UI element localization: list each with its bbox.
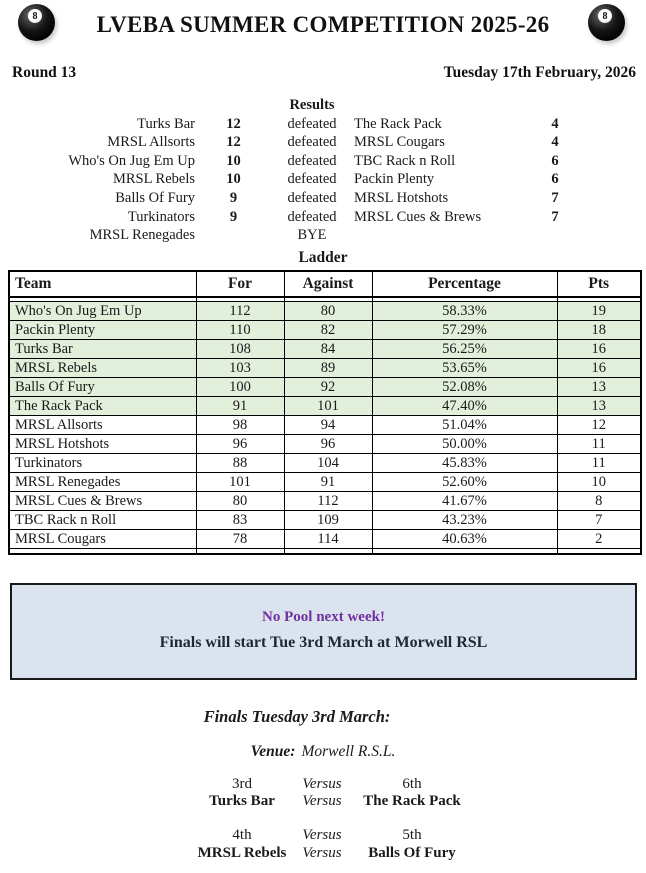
result-winner: Who's On Jug Em Up [68,152,195,169]
right-seed: 6th [402,775,422,792]
eight-ball-number: 8 [598,9,612,23]
result-loser-score: 4 [551,115,559,132]
table-row: Packin Plenty 110 82 57.29% 18 [9,321,641,340]
ladder-col-percentage: Percentage [372,271,557,297]
notice-line-1: No Pool next week! [262,608,385,625]
table-row: MRSL Rebels 103 89 53.65% 16 [9,359,641,378]
venue-line [0,743,646,761]
bye-team: MRSL Renegades [89,227,195,244]
result-verb: defeated [287,115,337,132]
eight-ball-icon [18,4,55,41]
result-winner-score: 12 [226,134,241,151]
table-row: MRSL Allsorts 98 94 51.04% 12 [9,416,641,435]
versus-label: Versus [302,827,342,844]
result-verb: defeated [287,134,337,151]
ladder-col-pts: Pts [557,271,641,297]
result-loser: Packin Plenty [354,171,435,188]
left-team: MRSL Rebels [197,844,287,861]
result-verb: defeated [287,171,337,188]
table-row: Turkinators 88 104 45.83% 11 [9,454,641,473]
result-loser: MRSL Cougars [354,134,445,151]
left-team: Turks Bar [209,793,275,810]
finals-heading: Finals Tuesday 3rd March: [203,706,391,726]
left-seed: 4th [232,827,252,844]
eight-ball-number: 8 [28,9,42,23]
result-winner: Turks Bar [137,115,195,132]
result-winner: MRSL Allsorts [107,134,195,151]
table-row: The Rack Pack 91 101 47.40% 13 [9,397,641,416]
date-label: Tuesday 17th February, 2026 [443,64,636,81]
results-heading: Results [289,97,335,113]
notice-box [10,583,637,680]
table-row: MRSL Hotshots 96 96 50.00% 11 [9,435,641,454]
page-header [0,0,646,60]
round-label: Round 13 [12,64,77,81]
finals-matchup [187,827,646,862]
venue-value: Morwell R.S.L. [301,742,396,760]
table-row: Who's On Jug Em Up 112 80 58.33% 19 [9,302,641,321]
table-row: Turks Bar 108 84 56.25% 16 [9,340,641,359]
table-row: MRSL Cues & Brews 80 112 41.67% 8 [9,492,641,511]
versus-label: Versus [302,844,342,861]
table-row: MRSL Renegades 101 91 52.60% 10 [9,473,641,492]
results-section [0,96,646,245]
ladder-col-team: Team [9,271,196,297]
result-verb: defeated [287,152,337,169]
right-seed: 5th [402,827,422,844]
ladder-col-for: For [196,271,284,297]
ladder-col-against: Against [284,271,372,297]
result-winner: MRSL Rebels [112,171,195,188]
result-loser: MRSL Hotshots [354,189,449,206]
result-verb: defeated [287,208,337,225]
versus-label: Versus [302,793,342,810]
eight-ball-icon [588,4,625,41]
ladder-table [8,270,642,555]
result-winner-score: 10 [226,171,241,188]
result-winner: Balls Of Fury [115,189,195,206]
result-loser-score: 6 [551,171,559,188]
table-row: MRSL Cougars 78 114 40.63% 2 [9,530,641,549]
ladder-heading: Ladder [298,248,348,266]
right-team: Balls Of Fury [368,844,456,861]
result-winner-score: 9 [229,208,238,225]
table-row: Balls Of Fury 100 92 52.08% 13 [9,378,641,397]
table-row: TBC Rack n Roll 83 109 43.23% 7 [9,511,641,530]
result-loser: MRSL Cues & Brews [354,208,482,225]
finals-matchup [187,776,646,811]
result-loser-score: 7 [551,208,559,225]
left-seed: 3rd [232,775,252,792]
result-loser-score: 4 [551,134,559,151]
versus-label: Versus [302,775,342,792]
ladder-header-row [9,271,641,297]
result-loser-score: 6 [551,152,559,169]
round-date-row [0,64,646,82]
table-spacer-row [9,549,641,554]
result-loser: The Rack Pack [354,115,442,132]
result-loser: TBC Rack n Roll [354,152,456,169]
result-winner-score: 12 [226,115,241,132]
result-winner-score: 10 [226,152,241,169]
result-loser-score: 7 [551,189,559,206]
page-title: LVEBA SUMMER COMPETITION 2025-26 [96,12,550,37]
result-winner: Turkinators [127,208,195,225]
venue-label: Venue: [250,742,296,760]
right-team: The Rack Pack [363,793,461,810]
notice-line-2: Finals will start Tue 3rd March at Morwell RSL [159,633,488,651]
result-verb: defeated [287,189,337,206]
bye-label: BYE [297,227,327,244]
result-winner-score: 9 [229,189,238,206]
